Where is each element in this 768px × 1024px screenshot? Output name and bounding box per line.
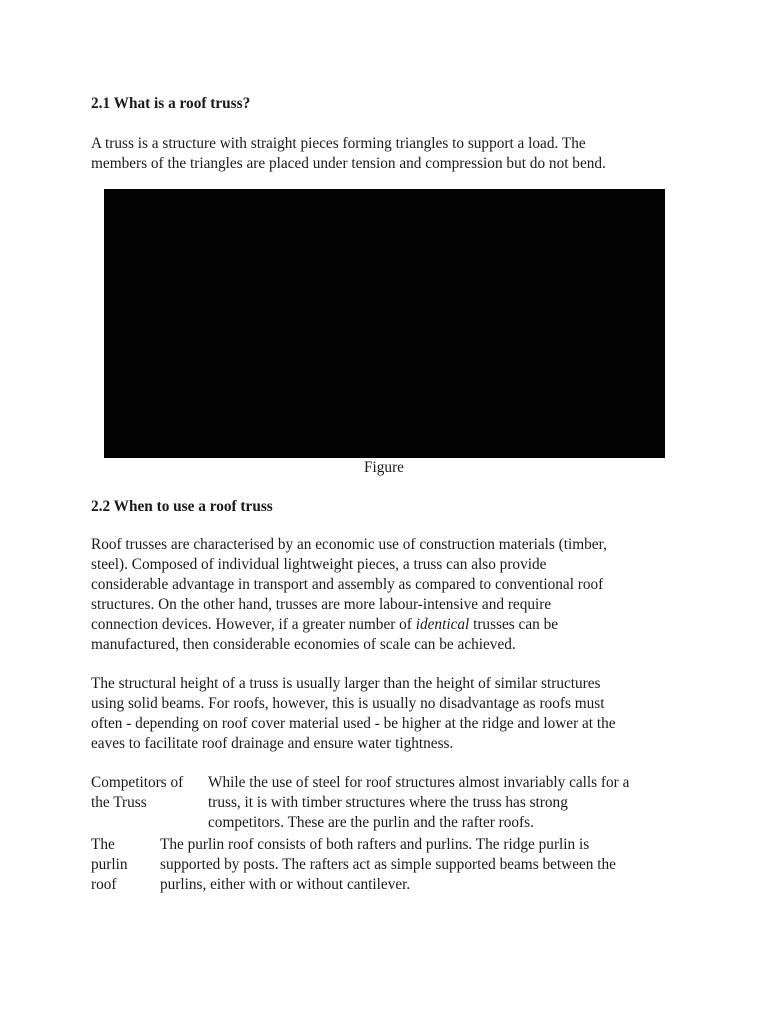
- definition-text: [160, 835, 616, 895]
- paragraph-text: connection devices. However, if a greater number of: [91, 616, 412, 633]
- term-line: the Truss: [91, 794, 147, 811]
- term-line: purlin: [91, 856, 128, 873]
- italic-emphasis: identical: [415, 616, 470, 633]
- paragraph-line: often - depending on roof cover material used - be higher at the ridge and lower at the: [91, 715, 616, 732]
- definition-text: [208, 773, 629, 833]
- paragraph-line: A truss is a structure with straight pieces forming triangles to support a load. The: [91, 135, 586, 152]
- paragraph-line: structures. On the other hand, trusses are more labour-intensive and require: [91, 596, 552, 613]
- structural-height-paragraph: [91, 674, 691, 754]
- paragraph-line: [91, 615, 691, 635]
- definition-line: While the use of steel for roof structures almost invariably calls for a: [208, 774, 630, 791]
- paragraph-line: The structural height of a truss is usually larger than the height of similar structures: [91, 675, 601, 692]
- section-heading-2-2: 2.2 When to use a roof truss: [91, 498, 273, 515]
- definition-line: The purlin roof consists of both rafters and purlins. The ridge purlin is: [160, 836, 590, 853]
- paragraph-line: Roof trusses are characterised by an economic use of construction materials (timber,: [91, 536, 607, 553]
- definition-line: supported by posts. The rafters act as simple supported beams between the: [160, 856, 616, 873]
- definition-line: truss, it is with timber structures where the truss has strong: [208, 794, 568, 811]
- definition-term: [91, 835, 128, 895]
- term-line: The: [91, 836, 115, 853]
- section-heading-2-1: 2.1 What is a roof truss?: [91, 95, 251, 112]
- figure-image: [104, 189, 665, 458]
- paragraph-line: considerable advantage in transport and assembly as compared to conventional roof: [91, 576, 604, 593]
- paragraph-text: trusses can be: [469, 616, 559, 633]
- term-line: roof: [91, 876, 117, 893]
- definition-line: purlins, either with or without cantilever.: [160, 876, 411, 893]
- trusses-characteristics-paragraph: [91, 535, 691, 655]
- paragraph-line: members of the triangles are placed under tension and compression but do not bend.: [91, 155, 606, 172]
- definition-term: [91, 773, 183, 813]
- definition-line: competitors. These are the purlin and the rafter roofs.: [208, 814, 534, 831]
- paragraph-line: steel). Composed of individual lightweight pieces, a truss can also provide: [91, 556, 547, 573]
- figure-caption: Figure: [364, 459, 404, 476]
- paragraph-line: using solid beams. For roofs, however, this is usually no disadvantage as roofs must: [91, 695, 605, 712]
- truss-definition-paragraph: [91, 134, 691, 174]
- paragraph-line: eaves to facilitate roof drainage and ensure water tightness.: [91, 735, 454, 752]
- term-line: Competitors of: [91, 774, 184, 791]
- paragraph-line: manufactured, then considerable economies of scale can be achieved.: [91, 636, 516, 653]
